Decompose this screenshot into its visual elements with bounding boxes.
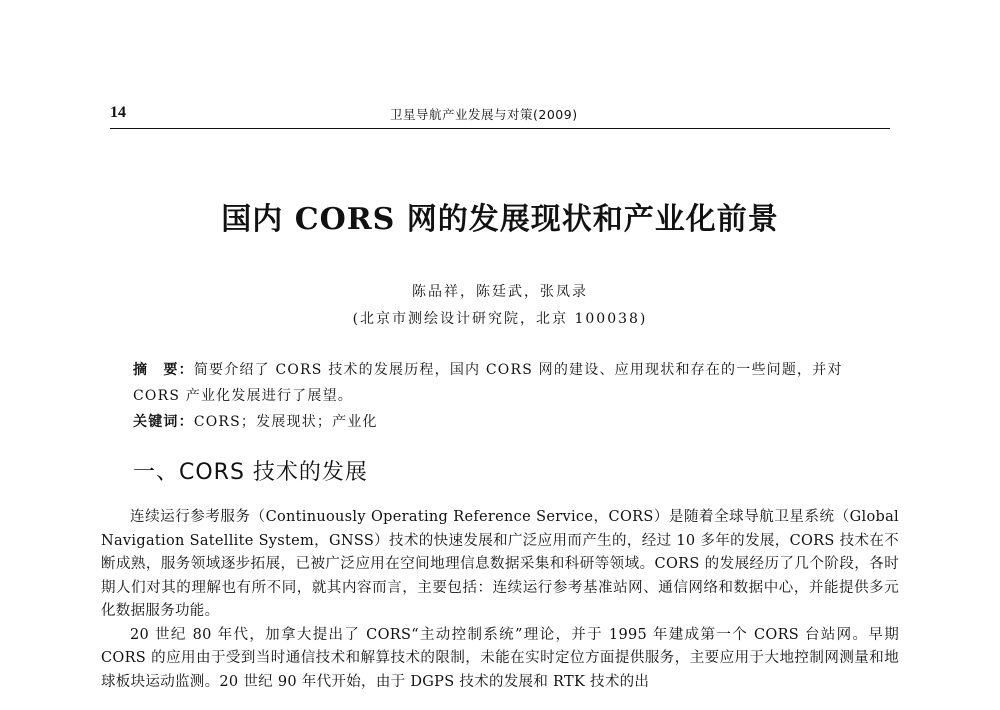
author-list: 陈品祥，陈廷武，张凤录 xyxy=(412,284,588,300)
author-affiliation: (北京市测绘设计研究院，北京 100038) xyxy=(352,311,648,327)
page-number: 14 xyxy=(110,104,126,121)
section-body xyxy=(101,506,899,694)
abstract xyxy=(133,357,863,409)
article-title: 国内 CORS 网的发展现状和产业化前景 xyxy=(221,202,779,237)
keywords xyxy=(133,411,378,431)
running-header xyxy=(110,100,890,129)
body-paragraph: 20 世纪 80 年代，加拿大提出了 CORS“主动控制系统”理论，并于 1995 年建成第一个 CORS 台站网。早期 CORS 的应用由于受到当时通信技术和解算技术的限制，未能在实时定位方面提供服务，主要应用于大地控制网测量和地球板块运动监测。20 世纪 90 年代开始，由于 DGPS 技术的发展和 RTK 技术的出 xyxy=(101,626,899,690)
keywords-label: 关键词： xyxy=(133,414,194,430)
abstract-label: 摘 要： xyxy=(133,362,194,378)
section-heading: 一、CORS 技术的发展 xyxy=(133,460,368,485)
abstract-text: 简要介绍了 CORS 技术的发展历程，国内 CORS 网的建设、应用现状和存在的一些问题，并对 CORS 产业化发展进行了展望。 xyxy=(133,362,843,404)
keywords-text: CORS；发展现状；产业化 xyxy=(193,414,378,430)
journal-title: 卫星导航产业发展与对策(2009) xyxy=(390,107,578,122)
body-paragraph: 连续运行参考服务（Continuously Operating Reference Service，CORS）是随着全球导航卫星系统（Global Navigation Satellite System，GNSS）技术的快速发展和广泛应用而产生的，经过 10 多年的发展，CORS 技术在不断成熟，服务领域逐步拓展，已被广泛应用在空间地理信息数据采集和科研等领域。CORS 的发展经历了几个阶段，各时期人们对其的理解也有所不同，就其内容而言，主要包括：连续运行参考基准站网、通信网络和数据中心，并能提供多元化数据服务功能。 xyxy=(101,509,899,619)
